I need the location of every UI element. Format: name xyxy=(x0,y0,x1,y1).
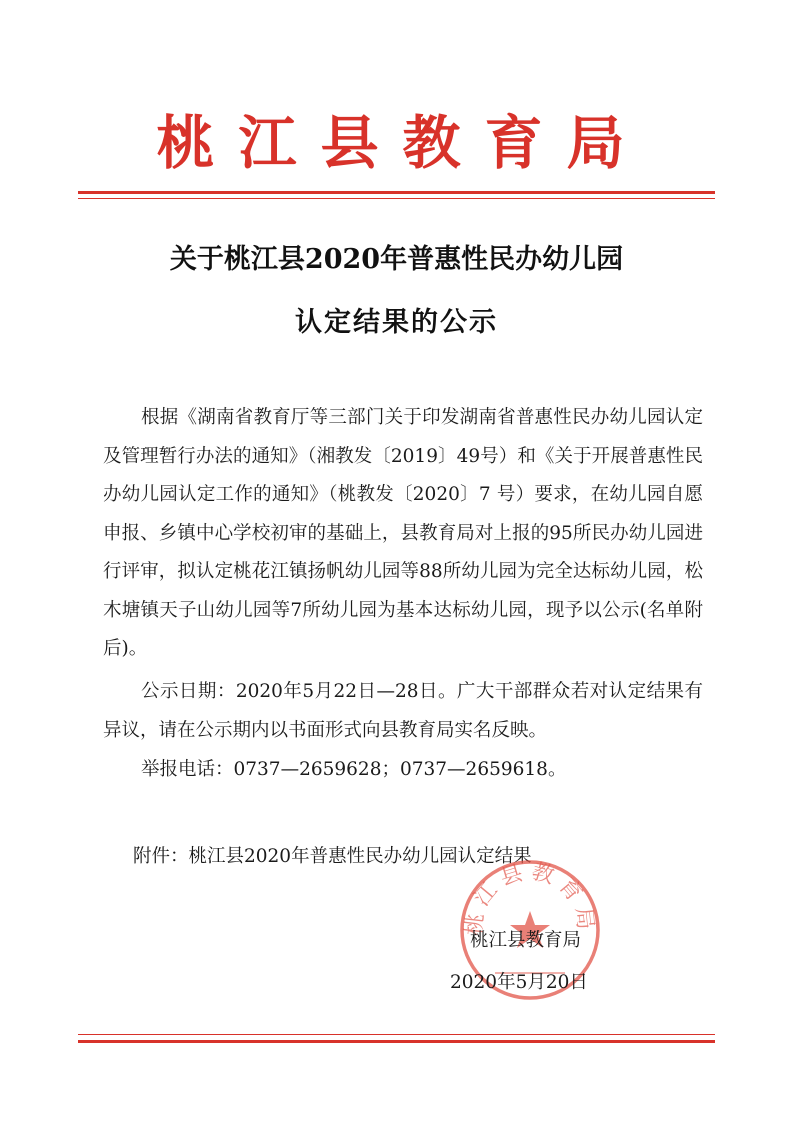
paragraph-text: 根据《湖南省教育厅等三部门关于印发湖南省普惠性民办幼儿园认定及管理暂行办法的通知》（湘教发〔2019〕49号）和《关于开展普惠性民办幼儿园认定工作的通知》（桃教发〔2020〕7 号）要求，在幼儿园自愿申报、乡镇中心学校初审的基础上，县教育局对上报的95所民办幼儿园进行评审，拟认定桃花江镇扬帆幼儿园等88所幼儿园为完全达标幼儿园，松木塘镇天子山幼儿园等7所幼儿园为基本达标幼儿园，现予以公示(名单附后)。 xyxy=(103,407,703,659)
document-title-line2: 认定结果的公示 xyxy=(295,307,498,338)
document-title-line1: 关于桃江县2020年普惠性民办幼儿园 xyxy=(169,244,624,275)
paragraph-text: 举报电话：0737—2659628；0737—2659618。 xyxy=(141,759,567,780)
body-paragraph-1 xyxy=(103,399,703,669)
letterhead-rule-thick xyxy=(78,191,715,194)
footer-rule-thick xyxy=(78,1040,715,1043)
seal-text: 桃江县教育局 xyxy=(461,859,599,937)
paragraph-text: 公示日期：2020年5月22日—28日。广大干部群众若对认定结果有异议，请在公示期内以书面形式向县教育局实名反映。 xyxy=(103,681,703,741)
attachment-note: 附件：桃江县2020年普惠性民办幼儿园认定结果 xyxy=(133,846,532,867)
letterhead-rule-thin xyxy=(78,198,715,199)
footer-rule-thin xyxy=(78,1034,715,1035)
signature-date: 2020年5月20日 xyxy=(450,972,588,993)
signer-org: 桃江县教育局 xyxy=(470,930,582,951)
body-paragraph-3 xyxy=(103,751,703,790)
letterhead-org-name: 桃江县教育局 xyxy=(156,109,649,177)
body-paragraph-2 xyxy=(103,673,703,750)
